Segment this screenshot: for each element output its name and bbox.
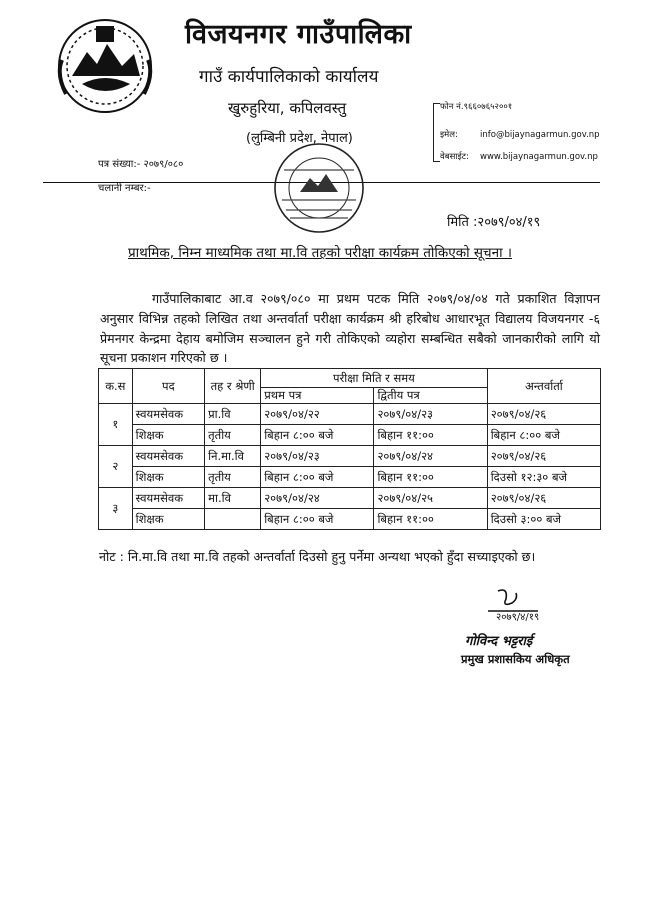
row-interview-time: दिउसो १२:३० बजे xyxy=(487,467,600,488)
header-paper1: प्रथम पत्र xyxy=(261,388,374,404)
row-level: प्रा.वि xyxy=(205,404,261,425)
dispatch-number: चलानी नम्बर:- xyxy=(98,183,151,194)
email-value: info@bijaynagarmun.gov.np xyxy=(480,130,600,140)
province-name: (लुम्बिनी प्रदेश, नेपाल) xyxy=(246,131,353,146)
table-row xyxy=(99,488,601,509)
website-label: वेबसाईट: xyxy=(440,152,469,162)
office-name: गाउँ कार्यपालिकाको कार्यालय xyxy=(199,67,379,87)
row-paper1-date: २०७९/०४/२४ xyxy=(261,488,374,509)
row-paper1-time: बिहान ८:०० बजे xyxy=(261,509,374,530)
row-paper2-date: २०७९/०४/२५ xyxy=(374,488,487,509)
row-level-2: तृतीय xyxy=(205,467,261,488)
header-sn: क.स xyxy=(99,369,133,404)
email-line xyxy=(440,129,600,140)
phone-line xyxy=(440,101,512,112)
row-post: स्वयमसेवक xyxy=(132,404,204,425)
row-level: नि.मा.वि xyxy=(205,446,261,467)
row-post: स्वयमसेवक xyxy=(132,488,204,509)
row-paper1-time: बिहान ८:०० बजे xyxy=(261,425,374,446)
row-interview-date: २०७९/०४/२६ xyxy=(487,446,600,467)
table-row-sub xyxy=(99,467,601,488)
row-paper1-date: २०७९/०४/२२ xyxy=(261,404,374,425)
notice-body xyxy=(100,289,600,368)
phone-number: ९६६०७६५२००१ xyxy=(463,102,513,112)
row-paper1-time: बिहान ८:०० बजे xyxy=(261,467,374,488)
row-post-2: शिक्षक xyxy=(132,425,204,446)
row-post-2: शिक्षक xyxy=(132,509,204,530)
row-sn: ३ xyxy=(99,488,133,530)
exam-schedule-table xyxy=(98,368,601,530)
row-interview-time: दिउसो ३:०० बजे xyxy=(487,509,600,530)
contact-bracket xyxy=(433,103,440,162)
header-level: तह र श्रेणी xyxy=(205,369,261,404)
row-post: स्वयमसेवक xyxy=(132,446,204,467)
website-line xyxy=(440,151,598,162)
row-level: मा.वि xyxy=(205,488,261,509)
row-paper1-date: २०७९/०४/२३ xyxy=(261,446,374,467)
row-interview-date: २०७९/०४/२६ xyxy=(487,404,600,425)
header-paper2: द्वितीय पत्र xyxy=(374,388,487,404)
table-row xyxy=(99,446,601,467)
table-header-row xyxy=(99,369,601,388)
letter-number: पत्र संख्या:- २०७९/०८० xyxy=(98,159,184,170)
notice-note: नोट : नि.मा.वि तथा मा.वि तहको अन्तर्वार्ता दिउसो हुनु पर्नेमा अन्यथा भएको हुँदा सच्याइएको छ। xyxy=(99,549,536,564)
notice-date: मिति :२०७९/०४/१९ xyxy=(447,215,541,230)
municipality-title: विजयनगर गाउँपालिका xyxy=(185,19,412,50)
header-exam: परीक्षा मिति र समय xyxy=(261,369,488,388)
header-interview: अन्तर्वार्ता xyxy=(487,369,600,404)
row-post-2: शिक्षक xyxy=(132,467,204,488)
row-paper2-date: २०७९/०४/२३ xyxy=(374,404,487,425)
row-sn: १ xyxy=(99,404,133,446)
signatory-name: गोविन्द भट्टराई xyxy=(465,634,533,649)
row-paper2-time: बिहान ११:०० xyxy=(374,467,487,488)
row-interview-time: बिहान ८:०० बजे xyxy=(487,425,600,446)
table-row-sub xyxy=(99,509,601,530)
office-location: खुरुहुरिया, कपिलवस्तु xyxy=(228,99,347,117)
row-sn: २ xyxy=(99,446,133,488)
header-post: पद xyxy=(132,369,204,404)
row-level-2 xyxy=(205,509,261,530)
row-paper2-date: २०७९/०४/२४ xyxy=(374,446,487,467)
table-row-sub xyxy=(99,425,601,446)
phone-label: फोन नं. xyxy=(440,102,464,112)
office-stamp-icon xyxy=(270,140,368,236)
row-interview-date: २०७९/०४/२६ xyxy=(487,488,600,509)
government-emblem-icon xyxy=(52,14,158,118)
email-label: इमेल: xyxy=(440,130,458,140)
website-value: www.bijaynagarmun.gov.np xyxy=(480,152,598,162)
notice-subject: प्राथमिक, निम्न माध्यमिक तथा मा.वि तहको परीक्षा कार्यक्रम तोकिएको सूचना । xyxy=(128,245,512,261)
row-paper2-time: बिहान ११:०० xyxy=(374,509,487,530)
signatory-title: प्रमुख प्रशासकिय अधिकृत xyxy=(461,652,570,666)
signature-date: २०७९/४/१९ xyxy=(496,612,540,623)
row-level-2: तृतीय xyxy=(205,425,261,446)
row-paper2-time: बिहान ११:०० xyxy=(374,425,487,446)
notice-body-text: गाउँपालिकाबाट आ.व २०७९/०८० मा प्रथम पटक मिति २०७९/०४/०४ गते प्रकाशित विज्ञापन अनुसार विभिन्न तहको लिखित तथा अन्तर्वार्ता परीक्षा कार्यक्रम श्री हरिबोध आधारभूत विद्यालय विजयनगर -६ प्रेमनगर केन्द्रमा देहाय बमोजिम सञ्चालन हुने गरी तोकिएको व्यहोरा सम्बन्धित सबैको जानकारीको लागि यो सूचना प्रकाशन गरिएको छ । xyxy=(100,291,600,366)
table-row xyxy=(99,404,601,425)
